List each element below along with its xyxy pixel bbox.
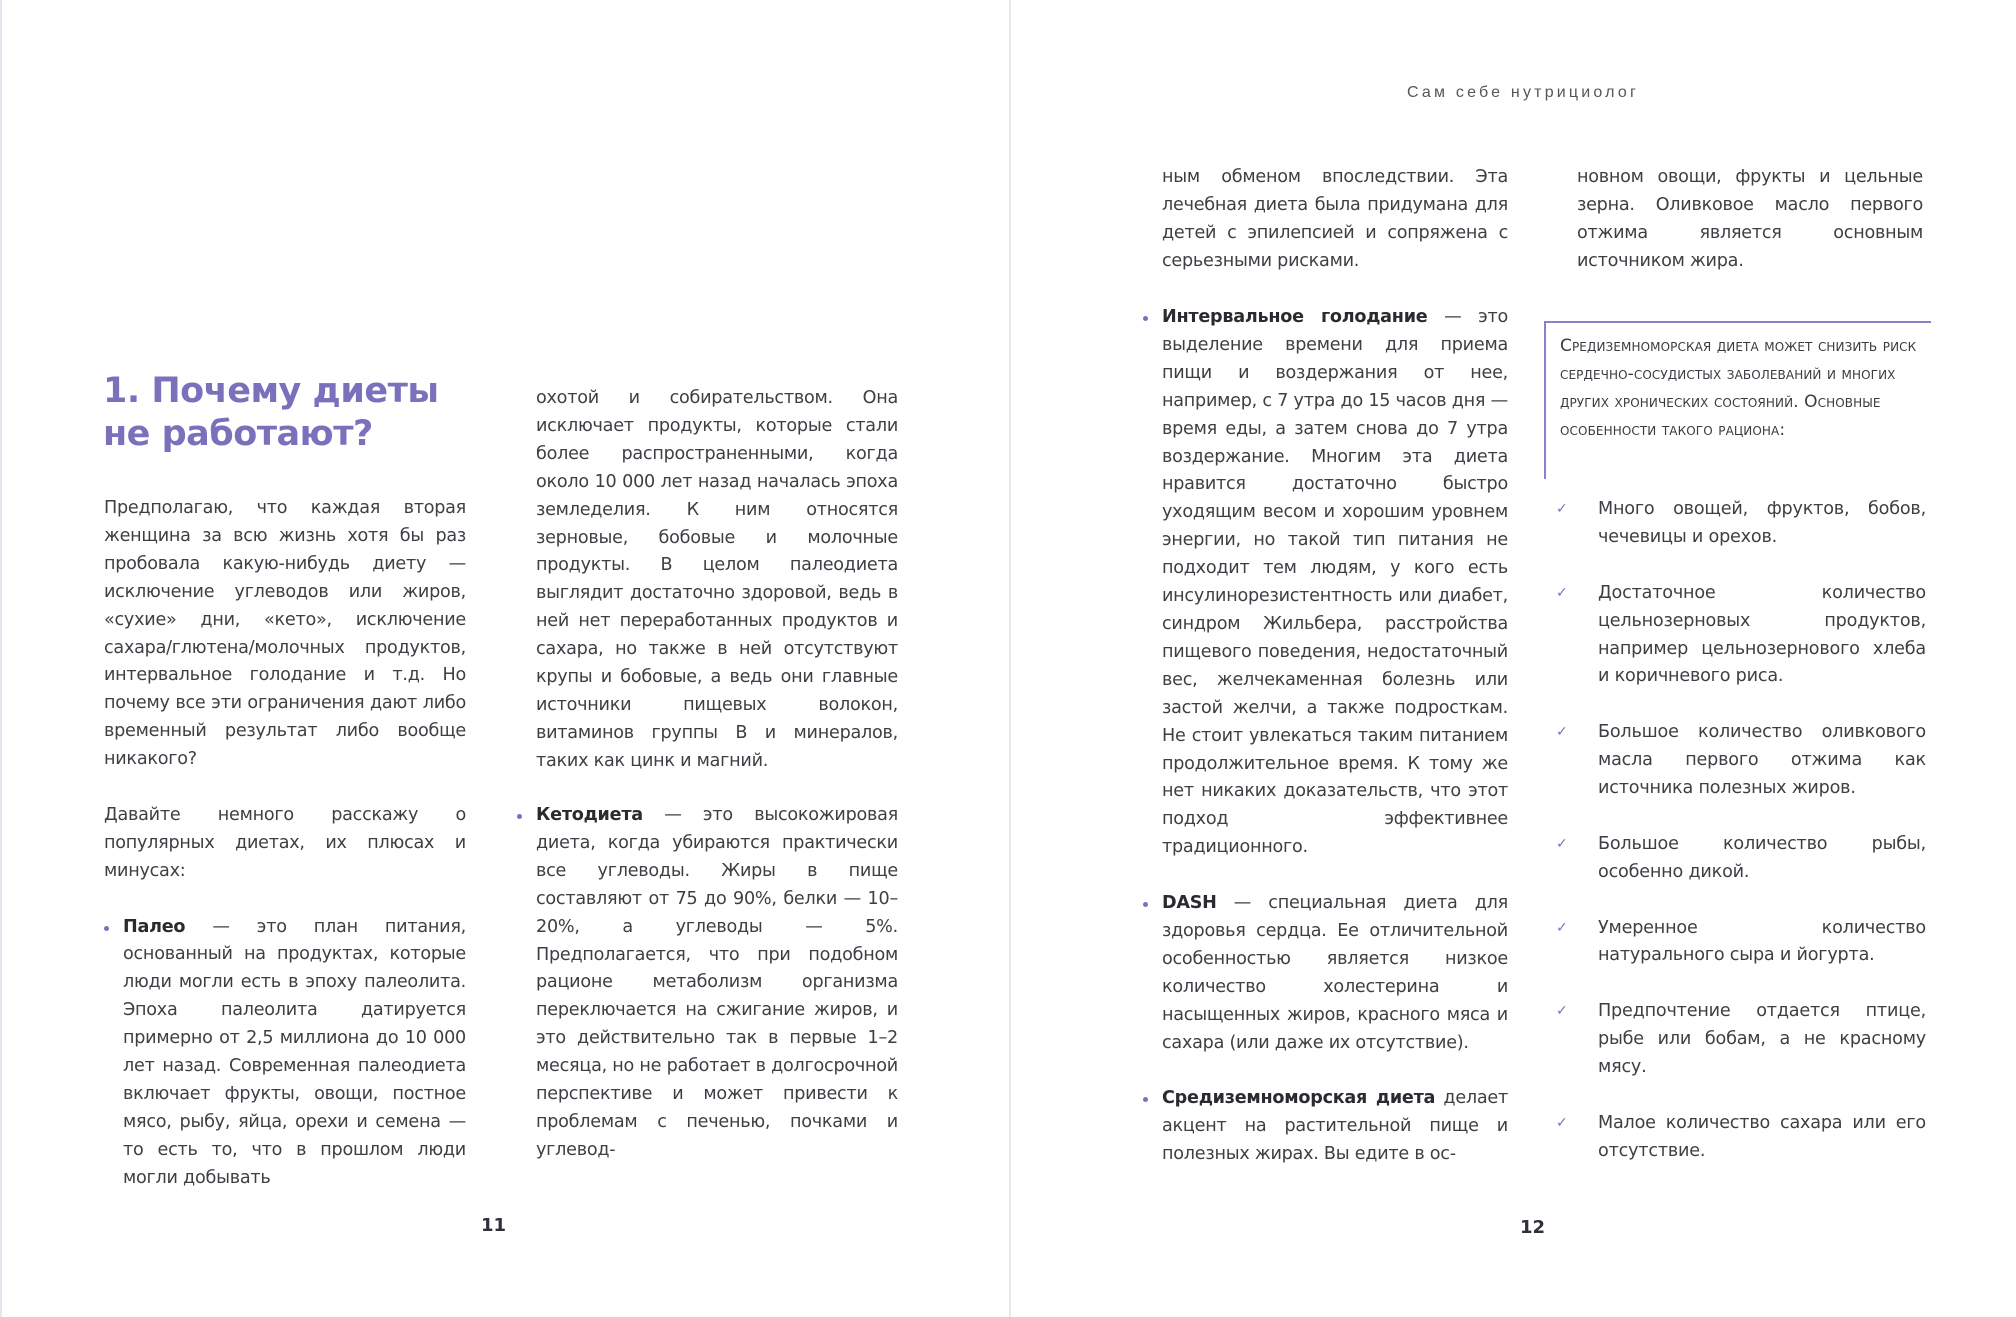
checkmark-icon: ✓ (1556, 919, 1568, 936)
checkmark-icon: ✓ (1556, 584, 1568, 601)
diet-term: Кетодиета (536, 805, 643, 825)
right-column-1 (1143, 304, 1508, 1169)
checklist-item: ✓ Малое количество сахара или его отсутствие. (1556, 1110, 1926, 1166)
running-head: Сам себе нутрициолог (1407, 84, 1640, 101)
diet-description: — это высокожировая диета, когда убираются практически все углеводы. Жиры в пище составляют от 75 до 90%, белки — 10–20%, а углеводы — 5%. Предполагается, что при подобном рационе метаболизм организма переключается на сжигание жиров, и это действительно так в первые 1–2 месяца, но не работает в долгосрочной перспективе и может привести к проблемам с печенью, почками и углевод- (536, 805, 898, 1160)
keto-continued: ным обменом впоследствии. Эта лечебная диета была придумана для детей с эпилепсией и сопряжена с серьезными рисками. (1162, 167, 1508, 271)
checkmark-icon: ✓ (1556, 835, 1568, 852)
diet-description: делает акцент на растительной пище и полезных жирах. Вы едите в ос- (1162, 1088, 1508, 1165)
page-number-left: 11 (481, 1215, 507, 1236)
diet-description: — это план питания, основанный на продуктах, которые люди могли есть в эпоху палеолита. Эпоха палеолита датируется примерно от 2,5 миллиона до 10 000 лет назад. Современная палеодиета включает фрукты, овощи, постное мясо, рыбу, яйца, орехи и семена — то есть то, что в прошлом люди могли добывать (123, 916, 466, 1188)
diet-term: DASH (1162, 893, 1217, 914)
callout-text: Средиземноморская диета может снизить риск сердечно-сосудистых заболеваний и многих других хронических состояний. Основные особенности такого рациона: (1560, 336, 1917, 440)
diet-term: Средиземноморская диета (1162, 1088, 1436, 1109)
checkmark-icon: ✓ (1556, 724, 1568, 741)
diet-description: — специальная диета для здоровья сердца. Ее отличительной особенностью является низкое количество холестерина и насыщенных жиров, красного мяса и сахара (или даже их отсутствие). (1162, 893, 1508, 1053)
checkmark-icon: ✓ (1556, 1114, 1568, 1131)
diet-term: Палео (123, 916, 186, 937)
paleo-continued: охотой и собирательством. Она исключает продукты, которые стали более распространенными, когда около 10 000 лет назад началась эпоха земледелия. К ним относятся зерновые, бобовые и молочные продукты. В целом палеодиета выглядит достаточно здоровой, ведь в ней нет переработанных продуктов и сахара, но также в ней отсутствуют крупы и бобовые, а ведь они главные источники пищевых волокон, витаминов группы В и минералов, таких как цинк и магний. (536, 388, 898, 771)
diet-item-keto (517, 802, 898, 1165)
mediterranean-checklist (1556, 496, 1926, 1194)
diet-item-mediterranean (1143, 1085, 1508, 1169)
page-edge-left (0, 0, 2, 1317)
diet-term: Интервальное голодание (1162, 307, 1428, 327)
diet-item-intermittent-fasting (1143, 304, 1508, 862)
diet-item-paleo (104, 914, 466, 1193)
diet-list (1143, 304, 1508, 1169)
bullet-dot-icon (104, 926, 109, 931)
checklist-item: ✓ Большое количество оливкового масла первого отжима как источника полезных жиров. (1556, 719, 1926, 803)
left-column-2 (536, 385, 898, 804)
checklist-item: ✓ Предпочтение отдается птице, рыбе или бобам, а не красному мясу. (1556, 998, 1926, 1082)
bullet-dot-icon (1143, 316, 1148, 321)
intro-paragraph: Давайте немного расскажу о популярных диетах, их плюсах и минусах: (104, 804, 466, 881)
diet-list (104, 914, 466, 1193)
intro-paragraph: Предполагаю, что каждая вторая женщина за всю жизнь хотя бы раз пробовала какую-нибудь диету — исключение углеводов или жиров, «сухие» дни, «кето», исключение сахара/глютена/молочных продуктов, интервальное голодание и т.д. Но почему все эти ограничения дают либо временный результат либо вообще никакого? (104, 498, 466, 770)
right-column-2-top (1577, 164, 1923, 304)
checkmark-icon: ✓ (1556, 1003, 1568, 1020)
diet-list (517, 802, 898, 1165)
checkmark-icon: ✓ (1556, 501, 1568, 517)
diet-description: — это выделение времени для приема пищи и воздержания от нее, например, с 7 утра до 15 часов дня — время еды, а затем снова до 7 утра воздержание. Многим эта диета нравится достаточно быстро уходящим весом и хорошим уровнем энергии, но такой тип питания не подходит тем людям, у кого есть инсулинорезистентность или диабет, синдром Жильбера, расстройства пищевого поведения, недостаточный вес, желчекаменная болезнь или застой желчи, а также подросткам. Не стоит увлекаться таким питанием продолжительное время. К тому же нет никаких доказательств, что этот подход эффективнее традиционного. (1162, 307, 1508, 858)
bullet-dot-icon (1143, 902, 1148, 907)
chapter-title: 1. Почему диеты не работают? (103, 371, 439, 454)
diet-item-dash (1143, 890, 1508, 1057)
left-column-2-list (517, 802, 898, 1165)
checklist-item: ✓ Умеренное количество натурального сыра и йогурта. (1556, 915, 1926, 971)
page-number-right: 12 (1520, 1217, 1546, 1238)
bullet-dot-icon (517, 814, 522, 819)
book-spine-divider (1009, 0, 1011, 1317)
right-column-1-top (1162, 164, 1508, 304)
checklist-item: ✓ Большое количество рыбы, особенно дикой. (1556, 831, 1926, 887)
mediterranean-continued: новном овощи, фрукты и цельные зерна. Оливковое масло первого отжима является основным источником жира. (1577, 167, 1923, 271)
bullet-dot-icon (1143, 1097, 1148, 1102)
checklist-item: ✓ Много овощей, фруктов, бобов, чечевицы и орехов. (1556, 496, 1926, 552)
left-column-1 (104, 495, 466, 1193)
checklist-item: ✓ Достаточное количество цельнозерновых продуктов, например цельнозернового хлеба и коричневого риса. (1556, 580, 1926, 692)
